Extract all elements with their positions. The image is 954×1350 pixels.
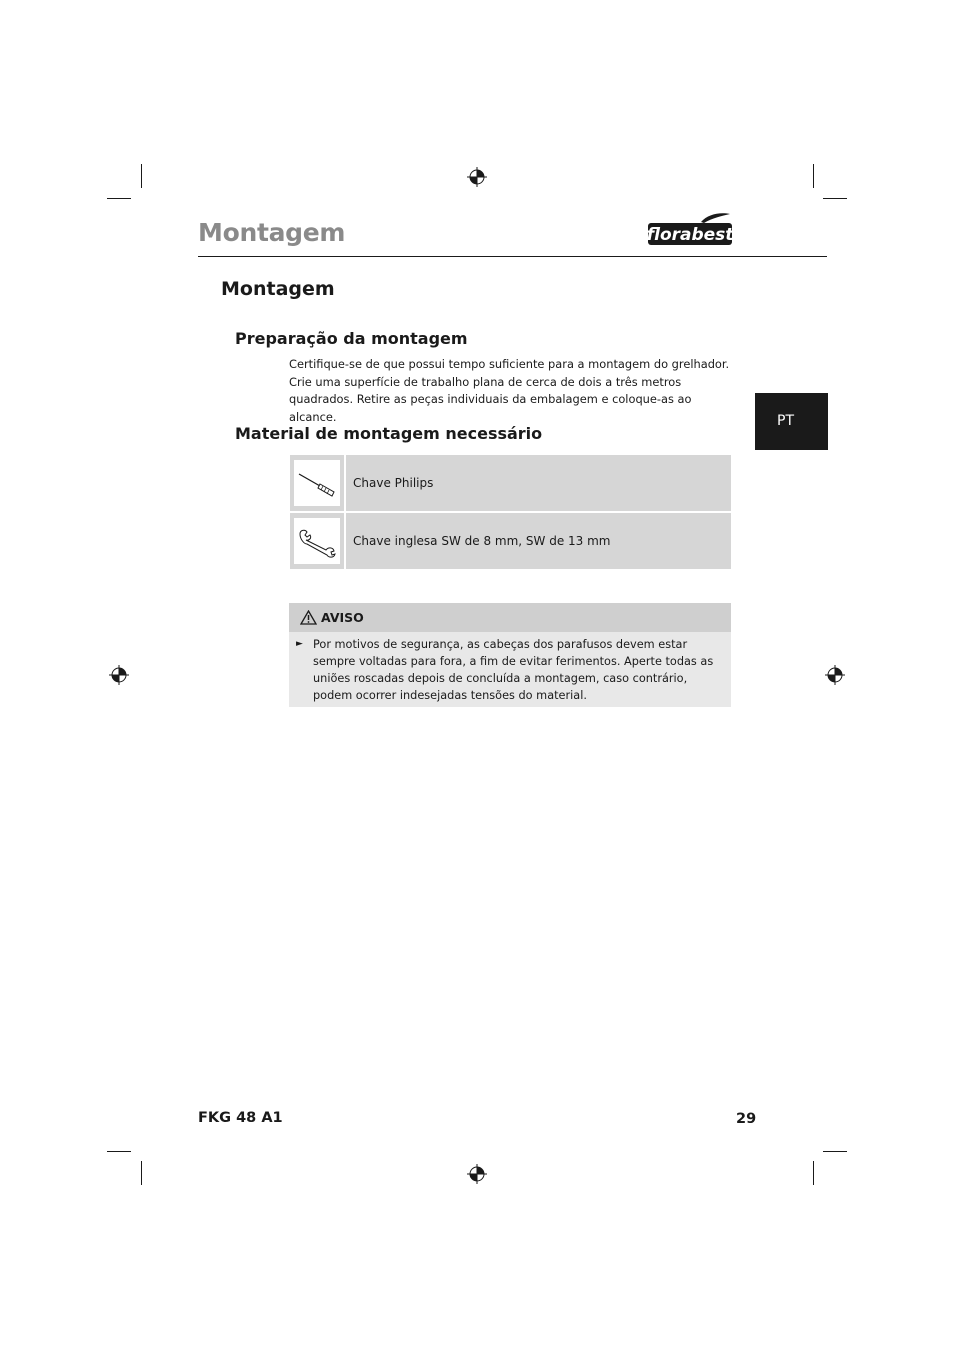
warning-body bbox=[289, 632, 731, 707]
registration-mark-icon bbox=[825, 665, 845, 685]
brand-logo bbox=[646, 212, 734, 246]
brand-logo-text: florabest bbox=[646, 225, 734, 245]
tool-icon-cell bbox=[290, 455, 346, 511]
table-row bbox=[290, 455, 731, 511]
page-header-title: Montagem bbox=[198, 218, 346, 247]
section-title: Montagem bbox=[221, 278, 335, 300]
materials-table bbox=[290, 455, 731, 571]
footer-model: FKG 48 A1 bbox=[198, 1110, 283, 1126]
preparation-heading: Preparação da montagem bbox=[235, 329, 468, 348]
warning-header bbox=[289, 603, 731, 632]
bullet-arrow-icon: ► bbox=[296, 639, 303, 649]
page-number: 29 bbox=[736, 1111, 757, 1127]
warning-box bbox=[289, 603, 731, 707]
tool-icon-box bbox=[294, 460, 340, 506]
warning-title: AVISO bbox=[321, 610, 364, 625]
crop-mark bbox=[107, 1151, 131, 1152]
preparation-text: Certifique-se de que possui tempo suficiente para a montagem do grelhador. Crie uma superfície de trabalho plana de cerca de dois a três metros quadrados. Retire as peças individuais da embalagem e coloque-as ao alcance. bbox=[289, 357, 730, 424]
table-row bbox=[290, 513, 731, 569]
crop-mark bbox=[141, 164, 142, 188]
registration-mark-icon bbox=[467, 1164, 487, 1184]
crop-mark bbox=[107, 198, 131, 199]
crop-mark bbox=[813, 1161, 814, 1185]
tool-label: Chave inglesa SW de 8 mm, SW de 13 mm bbox=[353, 534, 611, 548]
crop-mark bbox=[823, 1151, 847, 1152]
registration-mark-icon bbox=[109, 665, 129, 685]
materials-heading: Material de montagem necessário bbox=[235, 424, 543, 443]
screwdriver-icon bbox=[296, 462, 338, 504]
warning-text: Por motivos de segurança, as cabeças dos parafusos devem estar sempre voltadas para fora, a fim de evitar ferimentos. Aperte todas as uniões roscadas depois de concluída a montagem, caso contrário, podem ocorrer indesejadas tensões do material. bbox=[313, 638, 714, 702]
crop-mark bbox=[813, 164, 814, 188]
tool-icon-cell bbox=[290, 513, 346, 569]
wrench-icon bbox=[296, 520, 338, 562]
tool-label: Chave Philips bbox=[353, 476, 434, 490]
crop-mark bbox=[823, 198, 847, 199]
warning-triangle-icon bbox=[300, 610, 317, 625]
crop-mark bbox=[141, 1161, 142, 1185]
language-tab: PT bbox=[755, 393, 828, 450]
registration-mark-icon bbox=[467, 167, 487, 187]
tool-icon-box bbox=[294, 518, 340, 564]
header-divider bbox=[198, 256, 827, 257]
